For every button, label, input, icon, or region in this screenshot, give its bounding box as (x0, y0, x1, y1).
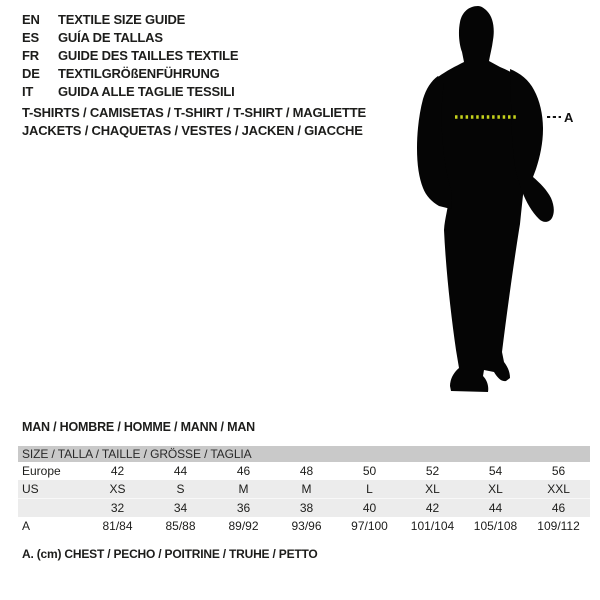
table-cell: S (176, 482, 185, 496)
language-code: ES (22, 30, 39, 45)
language-row-it (22, 83, 238, 101)
category-list (22, 104, 366, 140)
size-table (18, 446, 590, 535)
language-label: GUIDA ALLE TAGLIE TESSILI (58, 84, 235, 99)
row-label: A (22, 519, 31, 533)
table-cell: XL (425, 482, 440, 496)
table-cell: XL (488, 482, 503, 496)
table-cell: 97/100 (351, 519, 388, 533)
language-code: DE (22, 66, 40, 81)
table-cell: 44 (173, 464, 188, 478)
table-cell: 46 (551, 501, 566, 515)
measurement-footnote: A. (cm) CHEST / PECHO / POITRINE / TRUHE / PETTO (22, 547, 318, 561)
table-cell: 101/104 (410, 519, 455, 533)
table-cell: L (366, 482, 373, 496)
table-cell: 32 (110, 501, 125, 515)
language-list (22, 11, 238, 101)
table-cell: 105/108 (473, 519, 518, 533)
table-cell: 42 (425, 501, 440, 515)
language-label: TEXTILE SIZE GUIDE (58, 12, 186, 27)
category-line-jackets: JACKETS / CHAQUETAS / VESTES / JACKEN / GIACCHE (22, 123, 363, 138)
language-row-de (22, 65, 238, 83)
table-row-numeric (18, 499, 590, 518)
table-cell: 109/112 (537, 519, 580, 533)
man-silhouette-figure (400, 0, 578, 400)
table-cell: 48 (299, 464, 314, 478)
table-cell: 44 (488, 501, 503, 515)
table-cell: M (301, 482, 312, 496)
table-cell: 38 (299, 501, 314, 515)
language-code: IT (22, 84, 34, 99)
table-cell: 46 (236, 464, 251, 478)
table-cell: 56 (551, 464, 566, 478)
row-label: US (22, 482, 39, 496)
table-cell: XS (109, 482, 126, 496)
language-code: FR (22, 48, 39, 63)
table-cell: 50 (362, 464, 377, 478)
table-row-us (18, 480, 590, 499)
table-cell: M (238, 482, 249, 496)
category-line-tshirts: T-SHIRTS / CAMISETAS / T-SHIRT / T-SHIRT / MAGLIETTE (22, 105, 366, 120)
table-header-row (18, 446, 590, 462)
table-row-europe (18, 462, 590, 480)
row-label: Europe (22, 464, 61, 478)
row-label (18, 499, 86, 518)
table-cell: 36 (236, 501, 251, 515)
table-cell: 34 (173, 501, 188, 515)
table-cell: 40 (362, 501, 377, 515)
language-row-fr (22, 47, 238, 65)
table-row-chest-a (18, 517, 590, 535)
table-cell: 89/92 (228, 519, 259, 533)
man-silhouette (417, 6, 554, 392)
measure-label-a: A (564, 110, 574, 125)
table-cell: XXL (547, 482, 570, 496)
section-title-man: MAN / HOMBRE / HOMME / MANN / MAN (22, 420, 255, 434)
table-cell: 93/96 (291, 519, 322, 533)
language-code: EN (22, 12, 40, 27)
language-row-en (22, 11, 238, 29)
language-row-es (22, 29, 238, 47)
table-cell: 54 (488, 464, 503, 478)
table-cell: 85/88 (165, 519, 196, 533)
table-cell: 42 (110, 464, 125, 478)
language-label: TEXTILGRÖßENFÜHRUNG (58, 66, 220, 81)
table-cell: 81/84 (102, 519, 133, 533)
language-label: GUIDE DES TAILLES TEXTILE (58, 48, 239, 63)
language-label: GUÍA DE TALLAS (58, 30, 163, 45)
table-cell: 52 (425, 464, 440, 478)
table-header-label: SIZE / TALLA / TAILLE / GRÖSSE / TAGLIA (18, 446, 590, 462)
